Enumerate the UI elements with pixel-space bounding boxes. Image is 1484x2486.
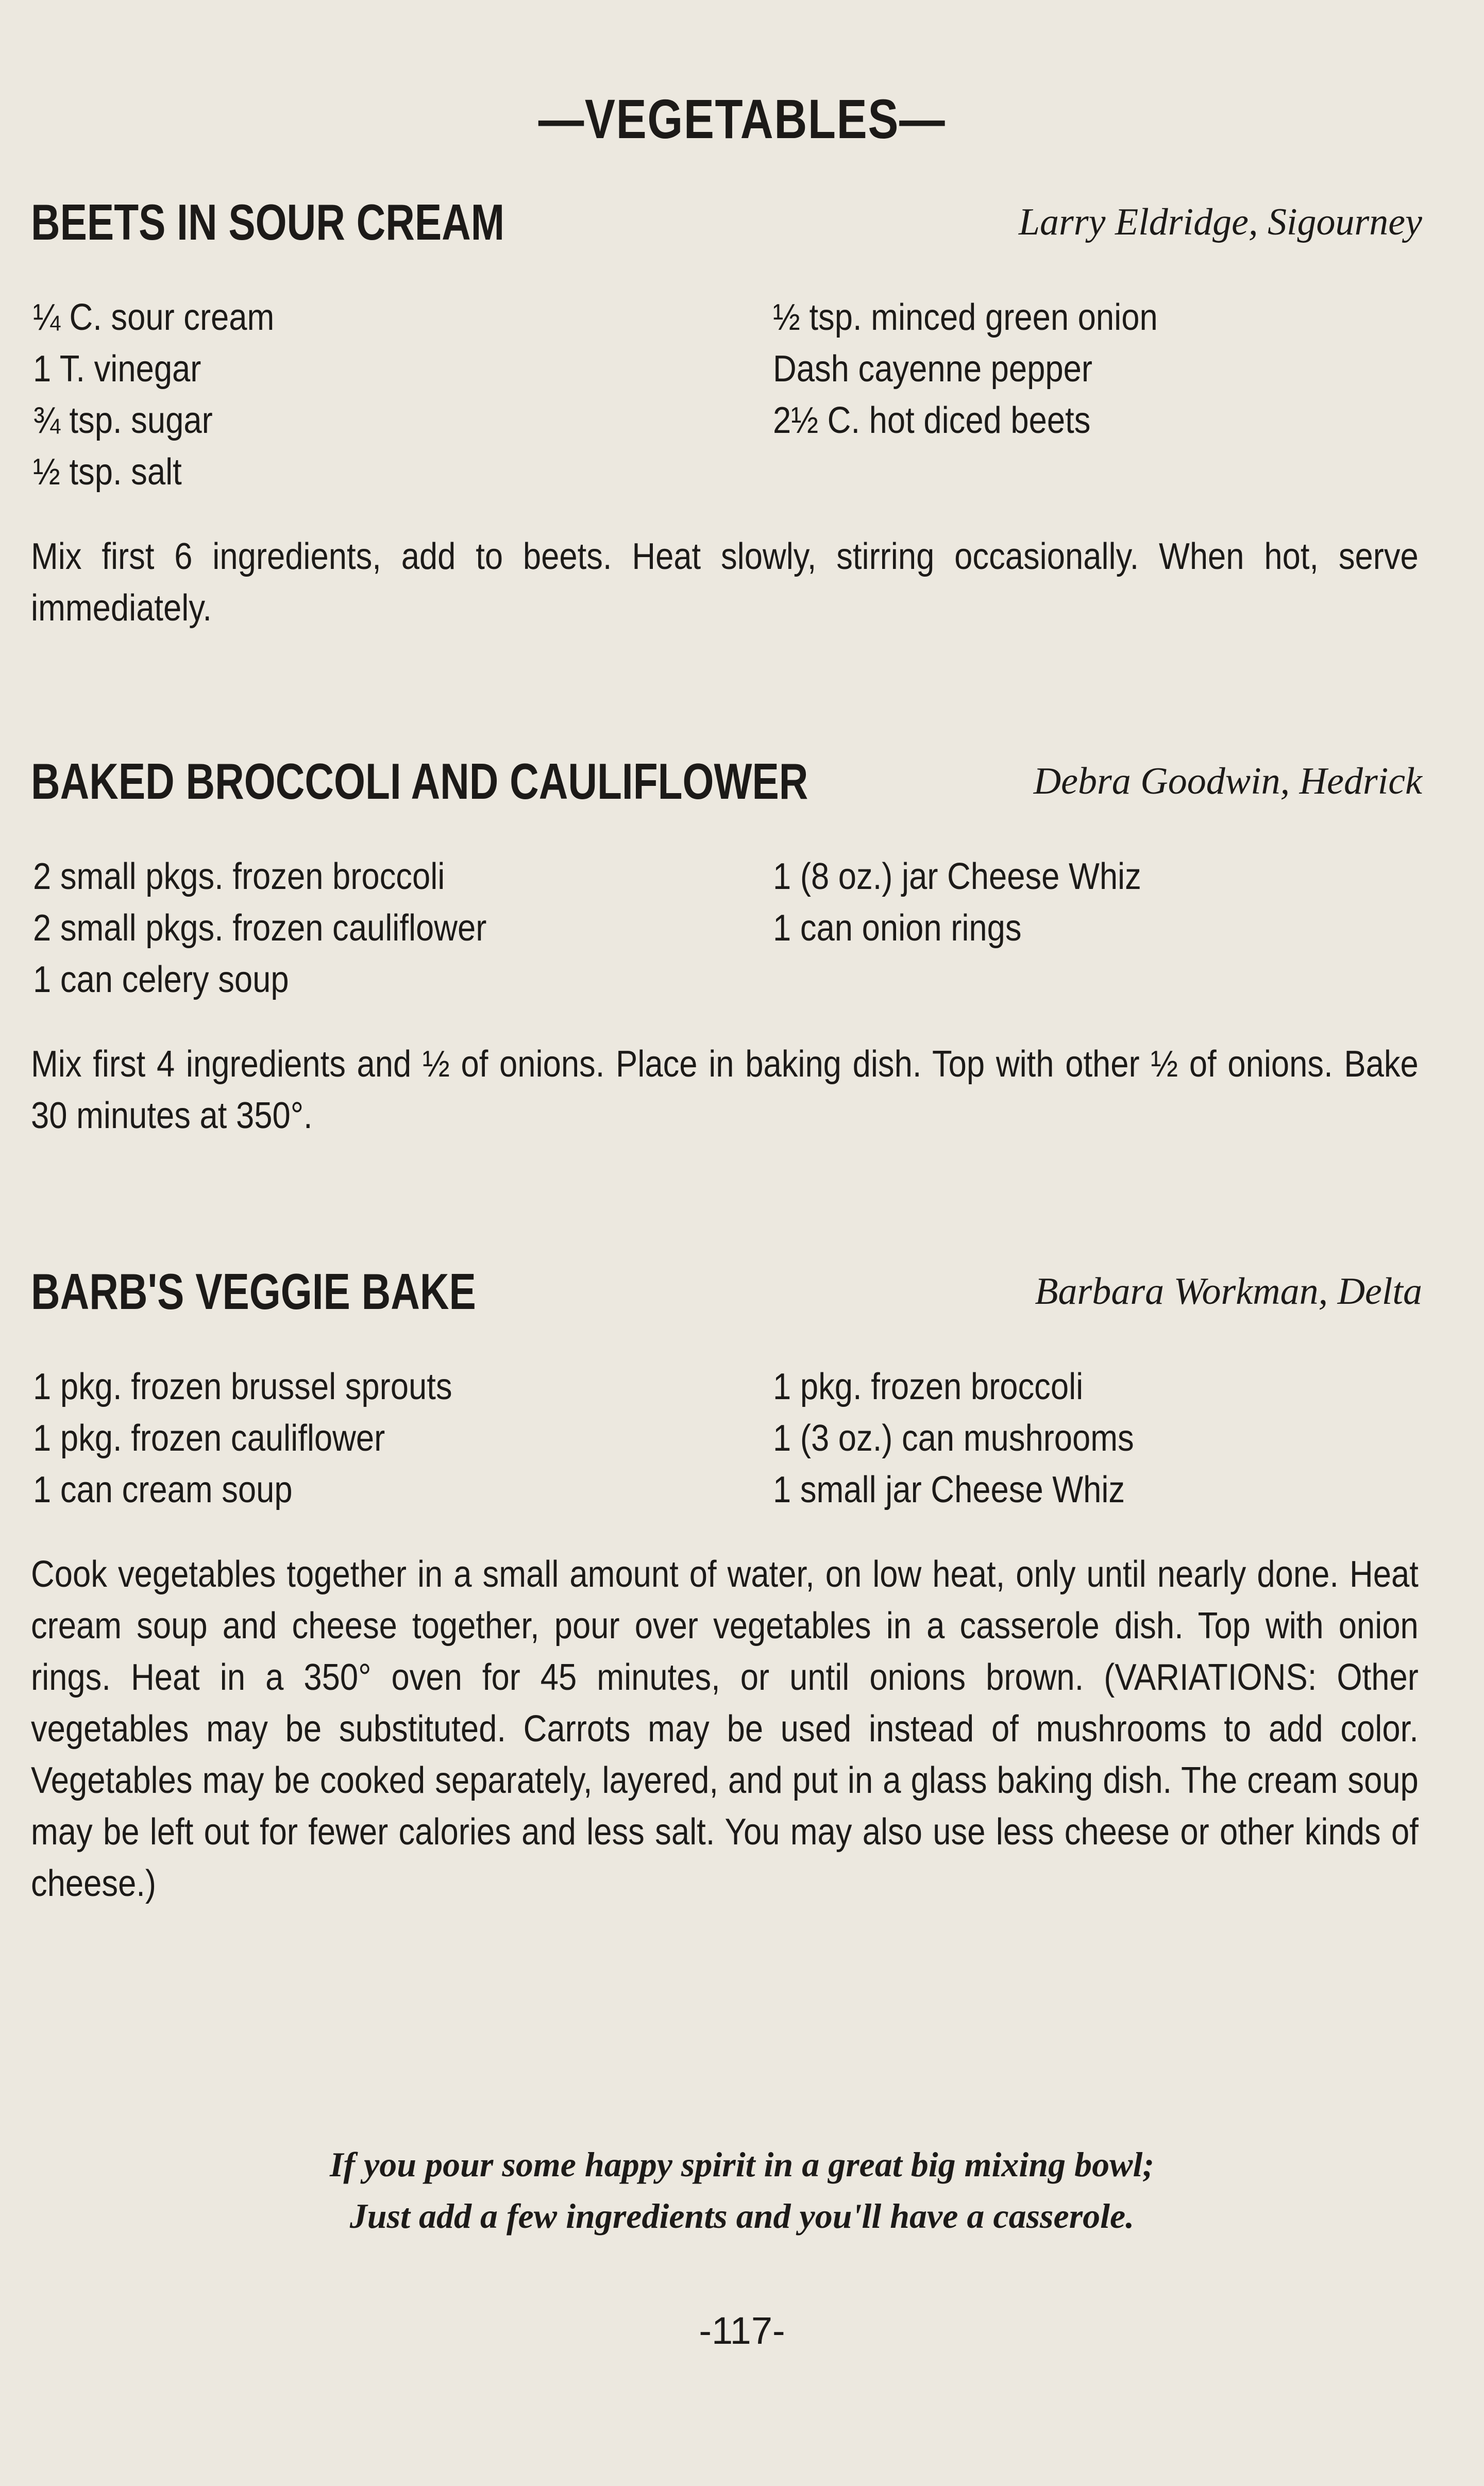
ingredient: 1 (3 oz.) can mushrooms — [773, 1418, 1134, 1459]
ingredient: 2 small pkgs. frozen broccoli — [33, 856, 445, 897]
section-heading: —VEGETABLES— — [538, 88, 946, 150]
recipe-header — [31, 1263, 1422, 1340]
ingredient: 1 can cream soup — [33, 1469, 293, 1510]
ingredient-row — [31, 959, 1422, 1010]
recipe-header — [31, 193, 1422, 271]
ingredient: 1 (8 oz.) jar Cheese Whiz — [773, 856, 1141, 897]
ingredient: 2 small pkgs. frozen cauliflower — [33, 908, 487, 949]
ingredient: ½ tsp. minced green onion — [773, 297, 1158, 338]
closing-verse — [0, 2139, 1484, 2242]
ingredient-row — [31, 451, 1422, 502]
ingredient: 1 can celery soup — [33, 959, 289, 1000]
ingredient: ¾ tsp. sugar — [33, 400, 213, 441]
recipe-directions: Mix first 4 ingredients and ½ of onions. Place in baking dish. Top with other ½ of onions. Bake 30 minutes at 350°. — [31, 1044, 1419, 1136]
recipe-barbs-veggie-bake — [31, 1263, 1422, 1909]
ingredient: 1 pkg. frozen brussel sprouts — [33, 1366, 452, 1407]
ingredient-row — [31, 1366, 1422, 1417]
ingredient-row — [31, 296, 1422, 348]
ingredient-row — [31, 907, 1422, 959]
ingredient: Dash cayenne pepper — [773, 348, 1092, 390]
ingredient: 1 pkg. frozen broccoli — [773, 1366, 1084, 1407]
verse-line: If you pour some happy spirit in a great big mixing bowl; — [329, 2145, 1155, 2184]
recipe-directions: Cook vegetables together in a small amount of water, on low heat, only until nearly done. Heat cream soup and cheese together, pour over vegetables in a casserole dish. Top with onion rings. Heat in a 350° oven for 45 minutes, or until onions brown. (VARIATIONS: Other vegetables may be substituted. Carrots may be used instead of mushrooms to add color. Vegetables may be cooked separately, layered, and put in a glass baking dish. The cream soup may be left out for fewer calories and less salt. You may also use less cheese or other kinds of cheese.) — [31, 1554, 1419, 1904]
ingredient-row — [31, 399, 1422, 451]
ingredient-list — [31, 855, 1422, 1010]
recipe-directions: Mix first 6 ingredients, add to beets. Heat slowly, stirring occasionally. When hot, serve immediately. — [31, 536, 1419, 629]
ingredient-list — [31, 1366, 1422, 1520]
recipe-title: BEETS IN SOUR CREAM — [31, 194, 505, 250]
recipe-beets-in-sour-cream — [31, 193, 1422, 634]
recipe-author: Barbara Workman, Delta — [1035, 1270, 1422, 1313]
ingredient: 1 pkg. frozen cauliflower — [33, 1418, 385, 1459]
ingredient-row — [31, 1417, 1422, 1469]
recipe-title: BAKED BROCCOLI AND CAULIFLOWER — [31, 753, 808, 810]
recipe-author: Larry Eldridge, Sigourney — [1018, 201, 1422, 243]
page-number: -117- — [699, 2309, 785, 2352]
recipe-title: BARB'S VEGGIE BAKE — [31, 1263, 476, 1320]
ingredient-row — [31, 855, 1422, 907]
ingredient: 1 small jar Cheese Whiz — [773, 1469, 1125, 1510]
ingredient-row — [31, 1469, 1422, 1520]
ingredient: ¼ C. sour cream — [33, 297, 275, 338]
ingredient-row — [31, 348, 1422, 399]
ingredient: 1 T. vinegar — [33, 348, 201, 390]
recipe-baked-broccoli-and-cauliflower — [31, 752, 1422, 1141]
recipe-header — [31, 752, 1422, 830]
ingredient: 2½ C. hot diced beets — [773, 400, 1091, 441]
ingredient: 1 can onion rings — [773, 908, 1022, 949]
verse-line: Just add a few ingredients and you'll have a casserole. — [349, 2196, 1135, 2236]
ingredient: ½ tsp. salt — [33, 451, 182, 493]
recipe-author: Debra Goodwin, Hedrick — [1033, 760, 1422, 802]
ingredient-list — [31, 296, 1422, 502]
